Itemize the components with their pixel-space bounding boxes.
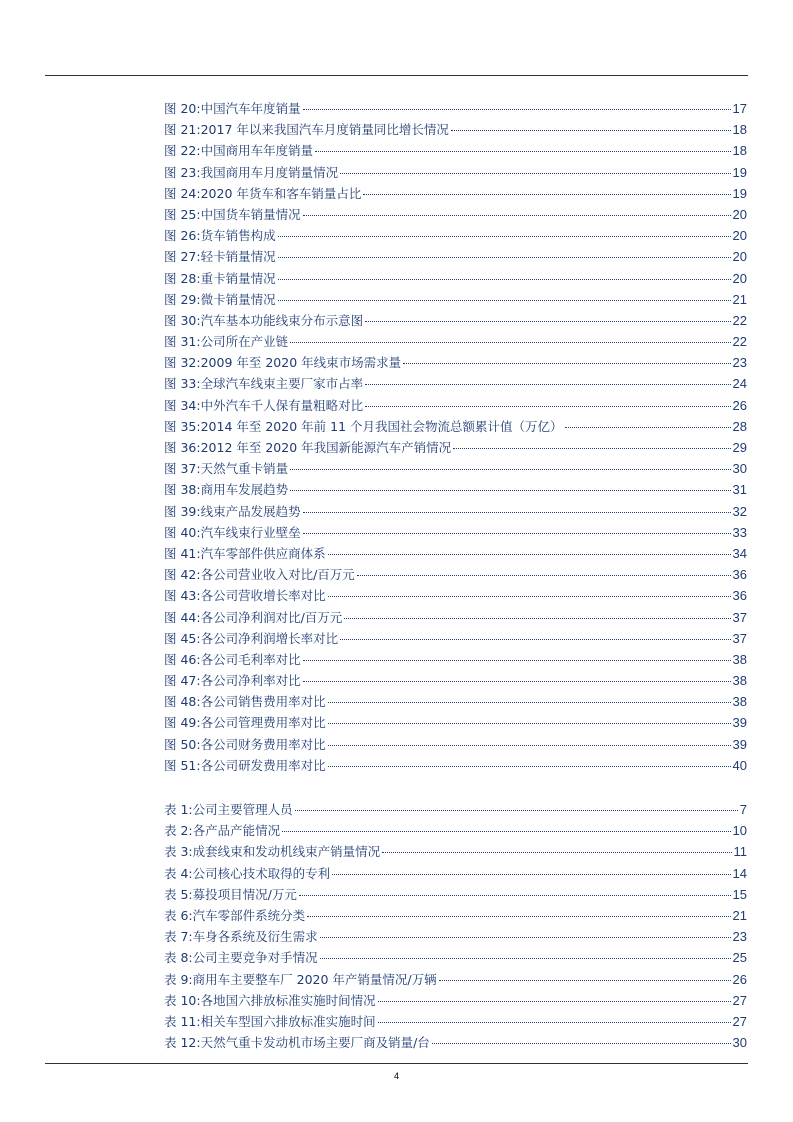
dot-leader <box>290 490 730 491</box>
entry-title: 2014 年至 2020 年前 11 个月我国社会物流总额累计值（万亿） <box>200 418 563 434</box>
dot-leader <box>303 512 731 513</box>
entry-title: 汽车零部件系统分类 <box>192 907 306 923</box>
dot-leader <box>303 681 731 682</box>
header-rule <box>45 75 748 76</box>
entry-page-number: 32 <box>732 503 747 519</box>
entry-page-number: 37 <box>732 630 747 646</box>
dot-leader <box>344 618 730 619</box>
entry-title: 我国商用车月度销量情况 <box>200 164 339 180</box>
dot-leader <box>403 363 730 364</box>
table-entry[interactable] <box>164 947 747 968</box>
entry-title: 各公司研发费用率对比 <box>200 757 326 773</box>
entry-title: 中国商用车年度销量 <box>200 143 314 159</box>
dot-leader <box>439 980 731 981</box>
entry-title: 全球汽车线束主要厂家市占率 <box>200 376 364 392</box>
dot-leader <box>365 384 730 385</box>
entry-title: 货车销售构成 <box>200 228 276 244</box>
dot-leader <box>378 1001 731 1002</box>
entry-label: 图 33: <box>164 376 201 392</box>
entry-page-number: 21 <box>732 907 747 923</box>
entry-title: 天然气重卡发动机市场主要厂商及销量/台 <box>200 1035 430 1051</box>
entry-title: 中国汽车年度销量 <box>200 101 301 116</box>
table-entry[interactable] <box>164 1032 747 1053</box>
entry-title: 各公司管理费用率对比 <box>200 715 326 731</box>
entry-page-number: 37 <box>732 609 747 625</box>
figure-entry[interactable] <box>164 98 747 119</box>
entry-title: 商用车发展趋势 <box>200 482 289 498</box>
dot-leader <box>290 342 730 343</box>
entry-page-number: 29 <box>732 440 747 455</box>
entry-page-number: 38 <box>732 694 747 710</box>
dot-leader <box>328 596 731 597</box>
entry-title: 汽车基本功能线束分布示意图 <box>200 312 364 328</box>
entry-label: 图 24: <box>164 185 201 201</box>
entry-label: 表 9: <box>164 971 193 987</box>
entry-title: 商用车主要整车厂 2020 年产销量情况/万辆 <box>192 971 437 987</box>
entry-page-number: 10 <box>732 823 747 839</box>
table-entry[interactable] <box>164 905 747 926</box>
dot-leader <box>299 895 731 896</box>
entry-page-number: 20 <box>732 206 747 222</box>
dot-leader <box>290 469 730 470</box>
entry-label: 图 46: <box>164 651 201 667</box>
entry-page-number: 20 <box>732 270 747 286</box>
dot-leader <box>278 279 731 280</box>
entry-page-number: 24 <box>732 376 747 392</box>
entry-page-number: 38 <box>732 651 747 667</box>
table-entry[interactable] <box>164 841 747 862</box>
entry-title: 2009 年至 2020 年线束市场需求量 <box>200 355 402 371</box>
figure-entry[interactable] <box>164 204 747 225</box>
entry-page-number: 19 <box>732 185 747 201</box>
entry-label: 表 11: <box>164 1013 201 1029</box>
entry-title: 重卡销量情况 <box>200 270 276 286</box>
entry-label: 图 40: <box>164 524 201 540</box>
dot-leader <box>378 1022 731 1023</box>
entry-title: 2020 年货车和客车销量占比 <box>200 185 362 201</box>
figure-index <box>164 98 747 776</box>
entry-label: 表 1: <box>164 802 193 817</box>
entry-page-number: 7 <box>739 802 747 817</box>
entry-label: 图 39: <box>164 503 201 519</box>
entry-page-number: 38 <box>732 673 747 689</box>
table-entry[interactable] <box>164 990 747 1011</box>
dot-leader <box>320 958 731 959</box>
entry-page-number: 23 <box>732 929 747 945</box>
entry-label: 表 8: <box>164 950 193 966</box>
entry-page-number: 27 <box>732 1013 747 1029</box>
dot-leader <box>328 723 731 724</box>
entry-label: 图 23: <box>164 164 201 180</box>
entry-title: 车身各系统及衍生需求 <box>192 929 318 945</box>
figure-entry[interactable] <box>164 564 747 585</box>
entry-page-number: 34 <box>732 545 747 561</box>
table-entry[interactable] <box>164 926 747 947</box>
table-entry[interactable] <box>164 820 747 841</box>
entry-label: 图 31: <box>164 334 201 350</box>
entry-label: 图 21: <box>164 122 201 138</box>
page-number: 4 <box>393 1071 399 1081</box>
dot-leader <box>295 810 738 811</box>
entry-title: 公司所在产业链 <box>200 334 289 350</box>
entry-page-number: 28 <box>732 418 747 434</box>
entry-label: 图 49: <box>164 715 201 731</box>
entry-label: 表 2: <box>164 823 193 839</box>
dot-leader <box>340 639 730 640</box>
entry-label: 图 27: <box>164 249 201 265</box>
entry-title: 公司核心技术取得的专利 <box>192 865 331 881</box>
dot-leader <box>303 533 731 534</box>
entry-page-number: 27 <box>732 992 747 1008</box>
figure-entry[interactable] <box>164 395 747 416</box>
entry-label: 表 7: <box>164 929 193 945</box>
entry-label: 图 37: <box>164 461 201 477</box>
entry-page-number: 19 <box>732 164 747 180</box>
figure-entry[interactable] <box>164 373 747 394</box>
entry-page-number: 18 <box>732 143 747 159</box>
table-entry[interactable] <box>164 863 747 884</box>
entry-label: 表 3: <box>164 844 193 860</box>
entry-page-number: 17 <box>732 101 747 116</box>
figure-entry[interactable] <box>164 437 747 458</box>
entry-page-number: 21 <box>732 291 747 307</box>
entry-page-number: 25 <box>732 950 747 966</box>
entry-label: 图 50: <box>164 736 201 752</box>
entry-title: 各公司毛利率对比 <box>200 651 301 667</box>
dot-leader <box>382 852 731 853</box>
entry-label: 表 5: <box>164 886 193 902</box>
figure-entry[interactable] <box>164 670 747 691</box>
figure-entry[interactable] <box>164 183 747 204</box>
dot-leader <box>565 427 731 428</box>
entry-label: 图 43: <box>164 588 201 604</box>
entry-title: 线束产品发展趋势 <box>200 503 301 519</box>
dot-leader <box>365 406 730 407</box>
entry-title: 微卡销量情况 <box>200 291 276 307</box>
entry-label: 图 47: <box>164 673 201 689</box>
dot-leader <box>357 575 731 576</box>
entry-label: 表 12: <box>164 1035 201 1051</box>
entry-title: 公司主要管理人员 <box>192 802 293 817</box>
figure-entry[interactable] <box>164 585 747 606</box>
entry-page-number: 20 <box>732 249 747 265</box>
entry-title: 公司主要竞争对手情况 <box>192 950 318 966</box>
entry-title: 汽车零部件供应商体系 <box>200 545 326 561</box>
figure-entry[interactable] <box>164 712 747 733</box>
figure-entry[interactable] <box>164 352 747 373</box>
entry-title: 成套线束和发动机线束产销量情况 <box>192 844 381 860</box>
figure-entry[interactable] <box>164 543 747 564</box>
entry-title: 各公司净利润增长率对比 <box>200 630 339 646</box>
figure-entry[interactable] <box>164 246 747 267</box>
dot-leader <box>453 448 730 449</box>
entry-title: 各产品产能情况 <box>192 823 281 839</box>
dot-leader <box>328 554 731 555</box>
entry-title: 各公司净利率对比 <box>200 673 301 689</box>
entry-label: 图 29: <box>164 291 201 307</box>
entry-page-number: 26 <box>732 397 747 413</box>
dot-leader <box>363 194 730 195</box>
entry-label: 图 51: <box>164 757 201 773</box>
figure-entry[interactable] <box>164 501 747 522</box>
figure-entry[interactable] <box>164 268 747 289</box>
figure-entry[interactable] <box>164 628 747 649</box>
entry-title: 汽车线束行业壁垒 <box>200 524 301 540</box>
entry-label: 图 48: <box>164 694 201 710</box>
entry-page-number: 14 <box>732 865 747 881</box>
entry-page-number: 20 <box>732 228 747 244</box>
entry-label: 图 20: <box>164 101 201 116</box>
entry-page-number: 15 <box>732 886 747 902</box>
dot-leader <box>365 321 730 322</box>
figure-entry[interactable] <box>164 458 747 479</box>
entry-page-number: 22 <box>732 334 747 350</box>
figure-entry[interactable] <box>164 289 747 310</box>
table-entry[interactable] <box>164 1011 747 1032</box>
figure-entry[interactable] <box>164 162 747 183</box>
table-entry[interactable] <box>164 969 747 990</box>
entry-page-number: 30 <box>732 1035 747 1051</box>
footer-rule <box>45 1063 748 1064</box>
entry-page-number: 11 <box>733 844 747 860</box>
entry-label: 图 34: <box>164 397 201 413</box>
figure-entry[interactable] <box>164 479 747 500</box>
dot-leader <box>328 702 731 703</box>
entry-label: 图 38: <box>164 482 201 498</box>
entry-title: 天然气重卡销量 <box>200 461 289 477</box>
entry-page-number: 18 <box>732 122 747 138</box>
entry-title: 各公司净利润对比/百万元 <box>200 609 343 625</box>
entry-label: 图 32: <box>164 355 201 371</box>
entry-title: 各公司营收增长率对比 <box>200 588 326 604</box>
dot-leader <box>451 130 731 131</box>
dot-leader <box>332 874 730 875</box>
entry-label: 图 41: <box>164 545 201 561</box>
entry-label: 图 42: <box>164 567 201 583</box>
entry-page-number: 23 <box>732 355 747 371</box>
entry-label: 图 44: <box>164 609 201 625</box>
entry-page-number: 33 <box>732 524 747 540</box>
figure-entry[interactable] <box>164 416 747 437</box>
entry-page-number: 31 <box>732 482 747 498</box>
figure-entry[interactable] <box>164 734 747 755</box>
entry-label: 表 10: <box>164 992 201 1008</box>
entry-title: 中外汽车千人保有量粗略对比 <box>200 397 364 413</box>
entry-title: 中国货车销量情况 <box>200 206 301 222</box>
dot-leader <box>340 173 730 174</box>
entry-title: 募投项目情况/万元 <box>192 886 297 902</box>
dot-leader <box>307 916 730 917</box>
dot-leader <box>320 937 731 938</box>
table-index <box>164 799 747 1053</box>
table-entry[interactable] <box>164 799 747 820</box>
entry-label: 图 22: <box>164 143 201 159</box>
entry-page-number: 30 <box>732 461 747 477</box>
figure-entry[interactable] <box>164 140 747 161</box>
entry-label: 图 35: <box>164 418 201 434</box>
figure-entry[interactable] <box>164 691 747 712</box>
dot-leader <box>278 300 731 301</box>
entry-page-number: 22 <box>732 312 747 328</box>
figure-entry[interactable] <box>164 522 747 543</box>
dot-leader <box>278 236 731 237</box>
entry-label: 图 36: <box>164 440 201 455</box>
entry-title: 相关车型国六排放标准实施时间 <box>200 1013 376 1029</box>
entry-title: 各公司营业收入对比/百万元 <box>200 567 355 583</box>
dot-leader <box>328 745 731 746</box>
entry-page-number: 39 <box>732 715 747 731</box>
entry-title: 2012 年至 2020 年我国新能源汽车产销情况 <box>200 440 452 455</box>
figure-entry[interactable] <box>164 119 747 140</box>
figure-entry[interactable] <box>164 225 747 246</box>
figure-entry[interactable] <box>164 331 747 352</box>
figure-entry[interactable] <box>164 607 747 628</box>
entry-page-number: 36 <box>732 567 747 583</box>
entry-title: 轻卡销量情况 <box>200 249 276 265</box>
entry-label: 图 45: <box>164 630 201 646</box>
dot-leader <box>278 257 731 258</box>
dot-leader <box>282 831 730 832</box>
entry-page-number: 40 <box>732 757 747 773</box>
dot-leader <box>328 766 731 767</box>
entry-page-number: 36 <box>732 588 747 604</box>
entry-page-number: 26 <box>732 971 747 987</box>
dot-leader <box>315 151 730 152</box>
entry-label: 图 30: <box>164 312 201 328</box>
figure-entry[interactable] <box>164 755 747 776</box>
entry-label: 表 6: <box>164 907 193 923</box>
entry-label: 图 26: <box>164 228 201 244</box>
entry-page-number: 39 <box>732 736 747 752</box>
entry-title: 各公司销售费用率对比 <box>200 694 326 710</box>
figure-entry[interactable] <box>164 310 747 331</box>
dot-leader <box>432 1043 731 1044</box>
entry-title: 各公司财务费用率对比 <box>200 736 326 752</box>
dot-leader <box>303 109 731 110</box>
table-entry[interactable] <box>164 884 747 905</box>
entry-label: 图 25: <box>164 206 201 222</box>
entry-title: 2017 年以来我国汽车月度销量同比增长情况 <box>200 122 449 138</box>
figure-entry[interactable] <box>164 649 747 670</box>
dot-leader <box>303 660 731 661</box>
entry-label: 表 4: <box>164 865 193 881</box>
entry-title: 各地国六排放标准实施时间情况 <box>200 992 376 1008</box>
entry-label: 图 28: <box>164 270 201 286</box>
dot-leader <box>303 215 731 216</box>
